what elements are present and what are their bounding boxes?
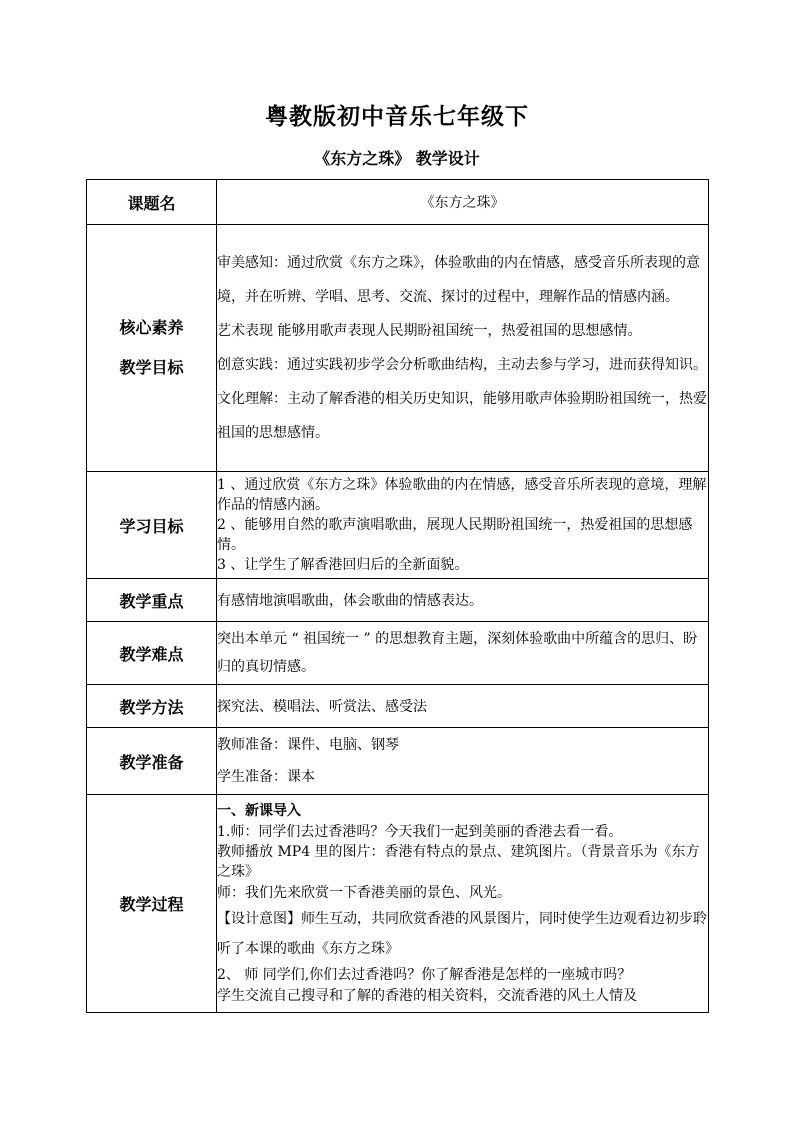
core-paragraph: 艺术表现 能够用歌声表现人民期盼祖国统一，热爱祖国的思想感情。 [217, 323, 642, 339]
table-row [87, 728, 709, 795]
process-paragraph: 教师播放 MP4 里的图片：香港有特点的景点、建筑图片。（背景音乐为《东方之珠》 [217, 844, 700, 880]
process-paragraph: 【设计意图】师生互动，共同欣赏香港的风景图片，同时使学生边观看边初步聆听了本课的歌曲《东方之珠》 [217, 911, 707, 957]
table-row [87, 225, 709, 472]
process-content [217, 795, 709, 1013]
difficulty-value: 突出本单元 “ 祖国统一 ” 的思想教育主题，深刻体验歌曲中所蕴含的思归、盼归的真切情感。 [217, 631, 698, 675]
learning-goal-item: 3 、让学生了解香港回归后的全新面貌。 [217, 557, 469, 573]
topic-label: 课题名 [87, 180, 217, 225]
method-label: 教学方法 [87, 685, 217, 728]
lesson-plan-table [86, 179, 709, 1013]
prep-student: 学生准备：课本 [217, 769, 315, 785]
document-title: 粤教版初中音乐七年级下 [265, 104, 529, 130]
prep-teacher: 教师准备：课件、电脑、钢琴 [217, 737, 399, 753]
table-row [87, 180, 709, 225]
learning-goals-content [217, 472, 709, 579]
process-heading: 一、新课导入 [217, 803, 301, 819]
core-paragraph: 文化理解：主动了解香港的相关历史知识，能够用歌声体验期盼祖国统一，热爱祖国的思想感情。 [217, 391, 707, 441]
table-row [87, 795, 709, 1013]
process-paragraph: 师：我们先来欣赏一下香港美丽的景色、风光。 [217, 885, 511, 901]
method-value: 探究法、模唱法、听赏法、感受法 [217, 685, 709, 728]
difficulty-content [217, 622, 709, 685]
core-label-line1: 核心素养 [119, 318, 184, 337]
core-goals-content [217, 225, 709, 472]
process-paragraph: 学生交流自己搜寻和了解的香港的相关资料，交流香港的风土人情及 [217, 988, 637, 1004]
learning-goal-item: 1 、通过欣赏《东方之珠》体验歌曲的内在情感，感受音乐所表现的意境，理解作品的情感内涵。 [217, 477, 707, 513]
core-paragraph: 审美感知：通过欣赏《东方之珠》，体验歌曲的内在情感，感受音乐所表现的意境，并在听辨、学唱、思考、交流、探讨的过程中，理解作品的情感内涵。 [217, 255, 700, 305]
learning-goals-label: 学习目标 [87, 472, 217, 579]
process-paragraph: 1.师：同学们去过香港吗？今天我们一起到美丽的香港去看一看。 [217, 824, 623, 840]
key-point-value: 有感情地演唱歌曲，体会歌曲的情感表达。 [217, 579, 709, 622]
table-row [87, 685, 709, 728]
learning-goal-item: 2 、能够用自然的歌声演唱歌曲，展现人民期盼祖国统一，热爱祖国的思想感情。 [217, 517, 693, 553]
topic-value: 《东方之珠》 [217, 180, 709, 225]
difficulty-label: 教学难点 [87, 622, 217, 685]
prep-content [217, 728, 709, 795]
key-point-label: 教学重点 [87, 579, 217, 622]
core-paragraph: 创意实践：通过实践初步学会分析歌曲结构，主动去参与学习，进而获得知识。 [217, 357, 707, 373]
process-label: 教学过程 [87, 795, 217, 1013]
process-paragraph: 2、 师 同学们,你们去过香港吗？你了解香港是怎样的一座城市吗？ [217, 967, 632, 983]
table-row [87, 622, 709, 685]
table-row [87, 579, 709, 622]
prep-label: 教学准备 [87, 728, 217, 795]
table-row [87, 472, 709, 579]
core-goals-label [87, 225, 217, 472]
document-subtitle: 《东方之珠》 教学设计 [314, 149, 480, 168]
core-label-line2: 教学目标 [119, 358, 184, 377]
